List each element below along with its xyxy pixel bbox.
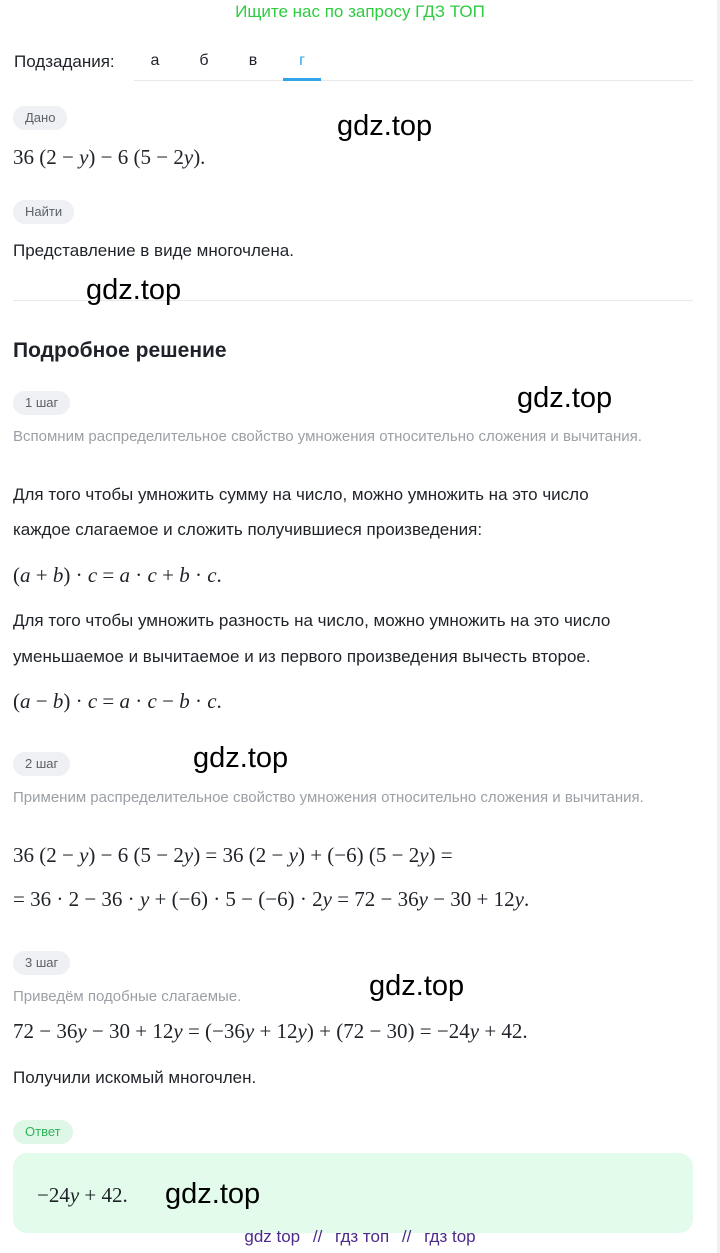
watermark-2: gdz.top xyxy=(86,274,182,306)
tabs-baseline xyxy=(134,80,693,81)
step-2-badge: 2 шаг xyxy=(13,752,70,776)
step-1-line-3: Для того чтобы умножить разность на число, можно умножить на это число xyxy=(13,611,611,630)
solution-title: Подробное решение xyxy=(13,339,227,362)
tab-g[interactable]: г xyxy=(299,52,305,69)
given-badge: Дано xyxy=(13,106,67,130)
answer-badge: Ответ xyxy=(13,1120,73,1144)
step-1-line-2: каждое слагаемое и сложить получившиеся произведения: xyxy=(13,520,483,539)
watermark-6: gdz.top xyxy=(165,1178,261,1210)
tab-b[interactable]: б xyxy=(199,52,209,69)
answer-expression: −24y + 42. xyxy=(37,1183,128,1207)
footer-link-gdz-top-ru[interactable]: гдз топ xyxy=(335,1227,390,1246)
footer-separator: // xyxy=(401,1227,412,1246)
watermark-3: gdz.top xyxy=(517,382,613,414)
subtasks-label: Подзадания: xyxy=(14,52,115,71)
step-3-hint: Приведём подобные слагаемые. xyxy=(13,988,242,1005)
tab-active-indicator xyxy=(283,78,321,81)
step-1-hint: Вспомним распределительное свойство умножения относительно сложения и вычитания. xyxy=(13,428,642,445)
watermark-1: gdz.top xyxy=(337,110,433,142)
watermark-5: gdz.top xyxy=(369,970,465,1002)
footer-separator: // xyxy=(312,1227,323,1246)
step-1-badge: 1 шаг xyxy=(13,391,70,415)
step-3-text: Получили искомый многочлен. xyxy=(13,1068,257,1087)
step-2-formula-2: = 36 · 2 − 36 · y + (−6) · 5 − (−6) · 2y = 72 − 36y − 30 + 12y. xyxy=(13,887,530,911)
watermark-4: gdz.top xyxy=(193,742,289,774)
step-3-badge: 3 шаг xyxy=(13,951,70,975)
step-1-formula-2: (a − b) · c = a · c − b · c. xyxy=(13,689,222,713)
footer-links xyxy=(0,1227,720,1247)
step-3-formula: 72 − 36y − 30 + 12y = (−36y + 12y) + (72 − 30) = −24y + 42. xyxy=(13,1019,528,1043)
step-1-line-4: уменьшаемое и вычитаемое и из первого произведения вычесть второе. xyxy=(13,647,591,666)
step-1-formula-1: (a + b) · c = a · c + b · c. xyxy=(13,563,222,587)
step-2-hint: Применим распределительное свойство умножения относительно сложения и вычитания. xyxy=(13,789,644,806)
find-badge: Найти xyxy=(13,200,74,224)
given-expression: 36 (2 − y) − 6 (5 − 2y). xyxy=(13,145,206,169)
tab-a[interactable]: а xyxy=(150,52,160,69)
step-1-line-1: Для того чтобы умножить сумму на число, можно умножить на это число xyxy=(13,485,589,504)
tab-v[interactable]: в xyxy=(248,52,258,69)
footer-link-gdz-top-mixed[interactable]: гдз top xyxy=(424,1227,476,1246)
search-banner: Ищите нас по запросу ГДЗ ТОП xyxy=(235,2,485,21)
footer-link-gdz-top[interactable]: gdz top xyxy=(244,1227,301,1246)
step-2-formula-1: 36 (2 − y) − 6 (5 − 2y) = 36 (2 − y) + (−6) (5 − 2y) = xyxy=(13,843,453,867)
find-text: Представление в виде многочлена. xyxy=(13,241,294,260)
